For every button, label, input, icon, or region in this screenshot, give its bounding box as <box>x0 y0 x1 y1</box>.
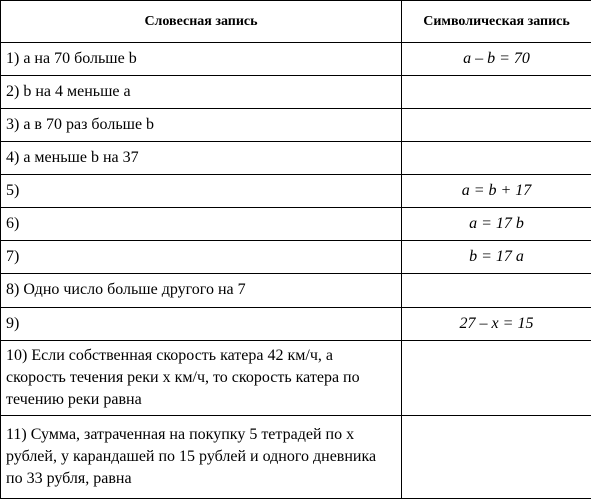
verbal-cell: 2) b на 4 меньше a <box>1 76 402 109</box>
header-symbolic: Символическая запись <box>402 1 591 43</box>
symbolic-cell: a – b = 70 <box>402 43 591 76</box>
symbolic-cell <box>402 340 591 415</box>
symbolic-cell: a = b + 17 <box>402 175 591 208</box>
verbal-cell: 4) a меньше b на 37 <box>1 142 402 175</box>
table-row <box>1 43 591 76</box>
verbal-cell: 11) Сумма, затраченная на покупку 5 тетрадей по x рублей, y карандашей по 15 рублей и одного дневника по 33 рубля, равна <box>1 415 402 498</box>
table-row <box>1 241 591 274</box>
table-row <box>1 76 591 109</box>
symbolic-cell <box>402 274 591 307</box>
symbolic-cell <box>402 76 591 109</box>
symbolic-cell: 27 – x = 15 <box>402 307 591 340</box>
table-row <box>1 274 591 307</box>
verbal-cell: 10) Если собственная скорость катера 42 км/ч, а скорость течения реки x км/ч, то скорость катера по течению реки равна <box>1 340 402 415</box>
table-row <box>1 340 591 415</box>
verbal-cell: 3) a в 70 раз больше b <box>1 109 402 142</box>
table-row <box>1 208 591 241</box>
table-row <box>1 307 591 340</box>
verbal-cell: 1) a на 70 больше b <box>1 43 402 76</box>
verbal-cell: 7) <box>1 241 402 274</box>
symbolic-cell <box>402 109 591 142</box>
table-row <box>1 142 591 175</box>
table-row <box>1 415 591 498</box>
symbolic-cell: a = 17 b <box>402 208 591 241</box>
verbal-cell: 9) <box>1 307 402 340</box>
verbal-cell: 5) <box>1 175 402 208</box>
table-row <box>1 175 591 208</box>
table-header-row <box>1 1 591 43</box>
symbolic-cell: b = 17 a <box>402 241 591 274</box>
verbal-cell: 8) Одно число больше другого на 7 <box>1 274 402 307</box>
header-verbal: Словесная запись <box>1 1 402 43</box>
symbolic-cell <box>402 142 591 175</box>
table-row <box>1 109 591 142</box>
symbolic-cell <box>402 415 591 498</box>
verbal-cell: 6) <box>1 208 402 241</box>
